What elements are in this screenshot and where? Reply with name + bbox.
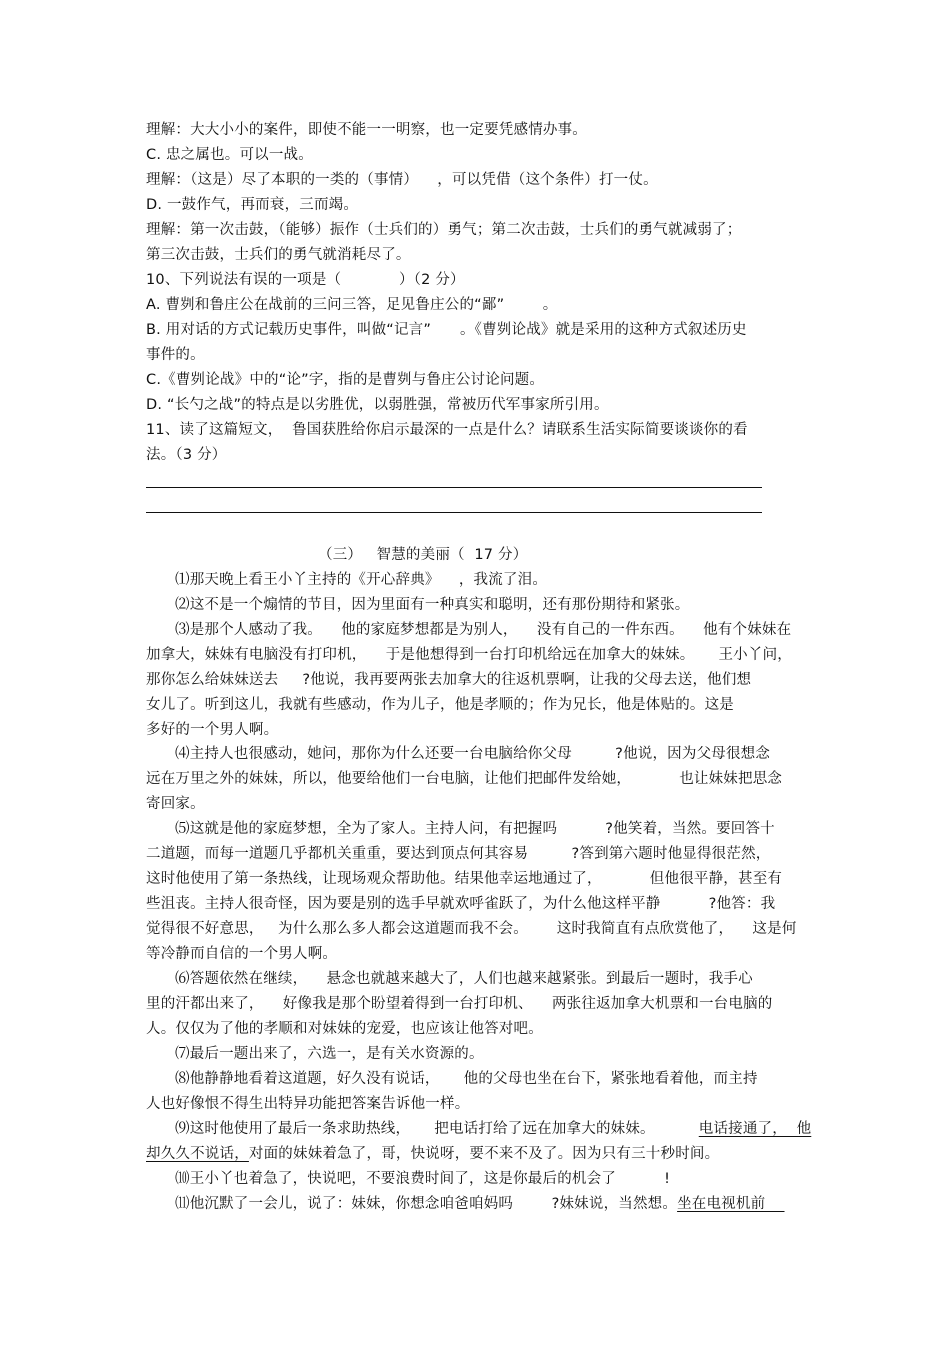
- paragraph-6-line-1: ⑹答题依然在继续， 悬念也就越来越大了，人们也越来越紧张。到最后一题时，我手心: [175, 971, 753, 987]
- q10-option-a: A. 曹刿和鲁庄公在战前的三问三答，足见鲁庄公的“鄙” 。: [146, 297, 558, 313]
- paragraph-9-text: ⑼这时他使用了最后一条求助热线， 把电话打给了远在加拿大的妹妹。: [175, 1121, 655, 1137]
- paragraph-5-line-5: 觉得很不好意思， 为什么那么多人都会这道题而我不会。 这时我简直有点欣赏他了， 这是何: [146, 921, 797, 937]
- q10-option-c: C.《曹刿论战》中的“论”字，指的是曹刿与鲁庄公讨论问题。: [146, 372, 545, 388]
- q9-item-d-explanation-cont: 第三次击鼓，士兵们的勇气就消耗尽了。: [146, 247, 411, 263]
- paragraph-9-line-2: [146, 1144, 719, 1164]
- paragraph-2: ⑵这不是一个煽情的节目，因为里面有一种真实和聪明，还有那份期待和紧张。: [175, 597, 690, 613]
- paragraph-3-line-3: 那你怎么给妹妹送去 ?他说，我再要两张去加拿大的往返机票啊，让我的父母去送，他们想: [146, 672, 752, 688]
- paragraph-5-line-2: 二道题，而每一道题几乎都机关重重，要达到顶点何其容易 ?答到第六题时他显得很茫然，: [146, 846, 771, 862]
- paragraph-5-line-4: 些沮丧。主持人很奇怪，因为要是别的选手早就欢呼雀跃了，为什么他这样平静 ?他答：我: [146, 896, 776, 912]
- q11-stem-cont: 法。（3 分）: [146, 447, 227, 463]
- section-title: （三） 智慧的美丽（ 17 分）: [318, 547, 528, 563]
- paragraph-3-line-4: 女儿了。听到这儿，我就有些感动，作为儿子，他是孝顺的；作为兄长，他是体贴的。这是: [146, 697, 734, 713]
- q9-item-b-explanation: 理解：大大小小的案件，即使不能一一明察，也一定要凭感情办事。: [146, 122, 587, 138]
- paragraph-4-line-1: ⑷主持人也很感动，她问，那你为什么还要一台电脑给你父母 ?他说，因为父母很想念: [175, 746, 771, 762]
- paragraph-9-line-1: [175, 1119, 811, 1139]
- q10-option-b-cont: 事件的。: [146, 347, 205, 363]
- paragraph-9-underlined-cont: 却久久不说话，: [146, 1146, 249, 1162]
- q9-item-c-explanation: 理解：（这是）尽了本职的一类的（事情） ，可以凭借（这个条件）打一仗。: [146, 172, 658, 188]
- paragraph-8-line-2: 人也好像恨不得生出特异功能把答案告诉他一样。: [146, 1096, 470, 1112]
- answer-line-2: [146, 512, 762, 513]
- q9-item-c: C. 忠之属也。可以一战。: [146, 147, 313, 163]
- q9-item-d-explanation: 理解：第一次击鼓，（能够）振作（士兵们的）勇气；第二次击鼓，士兵们的勇气就减弱了；: [146, 222, 742, 238]
- paragraph-11-line-1: [175, 1194, 785, 1214]
- paragraph-11-text: ⑾他沉默了一会儿，说了：妹妹，你想念咱爸咱妈吗 ?妹妹说，当然想。: [175, 1196, 678, 1212]
- paragraph-7: ⑺最后一题出来了，六选一，是有关水资源的。: [175, 1046, 484, 1062]
- paragraph-10: ⑽王小丫也着急了，快说吧，不要浪费时间了，这是你最后的机会了 !: [175, 1171, 671, 1187]
- q10-option-b: B. 用对话的方式记载历史事件，叫做“记言” 。《曹刿论战》就是采用的这种方式叙述历史: [146, 322, 747, 338]
- q9-item-d: D. 一鼓作气，再而衰，三而竭。: [146, 197, 359, 213]
- paragraph-9-underlined: 电话接通了， 他: [698, 1121, 812, 1137]
- paragraph-4-line-2: 远在万里之外的妹妹，所以，他要给他们一台电脑，让他们把邮件发给她， 也让妹妹把思念: [146, 771, 783, 787]
- paragraph-1: ⑴那天晚上看王小丫主持的《开心辞典》 ，我流了泪。: [175, 572, 548, 588]
- paragraph-11-underlined: 坐在电视机前: [677, 1196, 785, 1212]
- q10-option-d: D. “长勺之战”的特点是以劣胜优，以弱胜强，常被历代军事家所引用。: [146, 397, 609, 413]
- q11-stem: 11、读了这篇短文， 鲁国获胜给你启示最深的一点是什么？请联系生活实际简要谈谈你的看: [146, 422, 748, 438]
- paragraph-3-line-2: 加拿大，妹妹有电脑没有打印机， 于是他想得到一台打印机给远在加拿大的妹妹。 王小丫问，: [146, 647, 792, 663]
- q10-stem: 10、下列说法有误的一项是（ ）（2 分）: [146, 272, 465, 288]
- paragraph-5-line-1: ⑸这就是他的家庭梦想，全为了家人。主持人问，有把握吗 ?他笑着，当然。要回答十: [175, 821, 775, 837]
- paragraph-4-line-3: 寄回家。: [146, 796, 205, 812]
- paragraph-5-line-3: 这时他使用了第一条热线，让现场观众帮助他。结果他幸运地通过了， 但他很平静，甚至有: [146, 871, 783, 887]
- paragraph-3-line-5: 多好的一个男人啊。: [146, 722, 279, 738]
- answer-line-1: [146, 487, 762, 488]
- paragraph-9-text-cont: 对面的妹妹着急了，哥，快说呀，要不来不及了。因为只有三十秒时间。: [248, 1146, 720, 1162]
- paragraph-6-line-3: 人。仅仅为了他的孝顺和对妹妹的宠爱，也应该让他答对吧。: [146, 1021, 543, 1037]
- paragraph-5-line-6: 等冷静而自信的一个男人啊。: [146, 946, 338, 962]
- paragraph-8-line-1: ⑻他静静地看着这道题，好久没有说话， 他的父母也坐在台下，紧张地看着他，而主持: [175, 1071, 758, 1087]
- paragraph-6-line-2: 里的汗都出来了， 好像我是那个盼望着得到一台打印机、 两张往返加拿大机票和一台电脑的: [146, 996, 773, 1012]
- paragraph-3-line-1: ⑶是那个人感动了我。 他的家庭梦想都是为别人， 没有自己的一件东西。 他有个妹妹在: [175, 622, 792, 638]
